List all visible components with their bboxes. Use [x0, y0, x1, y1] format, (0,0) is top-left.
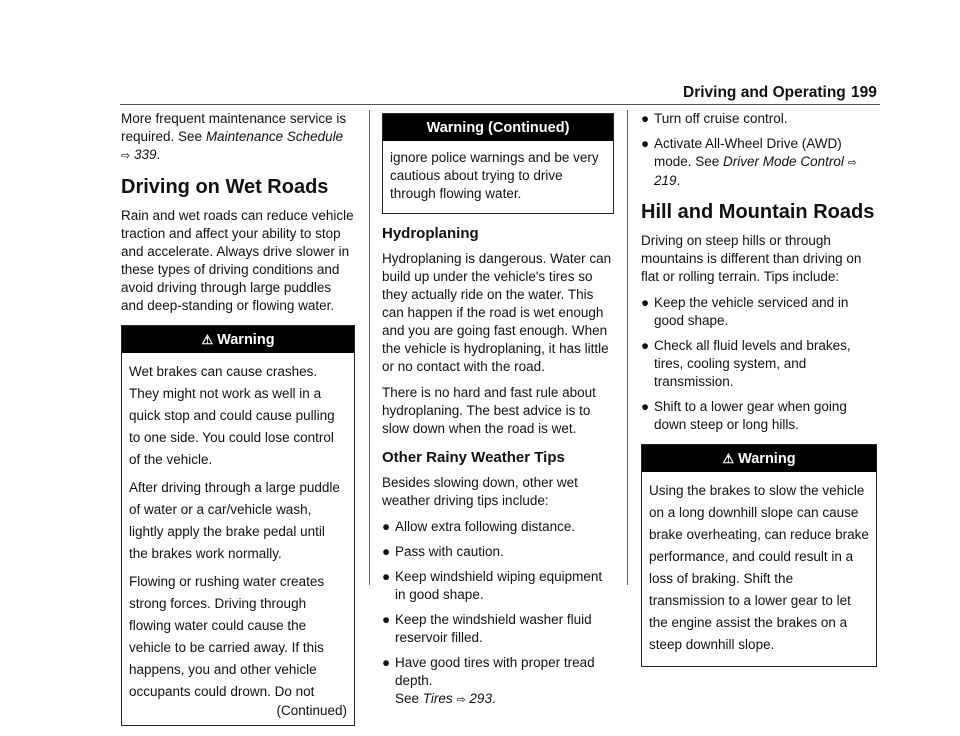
hydroplaning-paragraph: There is no hard and fast rule about hydroplaning. The best advice is to slow down when the road is wet.	[382, 385, 596, 436]
warning-header: Warning (Continued)	[383, 114, 613, 141]
link-tires[interactable]: Tires	[422, 691, 453, 706]
column-3	[641, 110, 877, 677]
link-maintenance-schedule[interactable]: Maintenance Schedule	[205, 129, 344, 144]
warning-paragraph: Flowing or rushing water creates strong forces. Driving through flowing water could cause the vehicle to be carried away. If this happens, you and other vehicle occupants could drown. Do not	[129, 574, 325, 699]
page-ref-arrow-icon: ⇨	[121, 149, 131, 162]
warning-paragraph: Wet brakes can cause crashes. They might not work as well in a quick stop and could cause pulling to one side. You could lose control of the vehicle.	[129, 364, 335, 467]
tips-list	[382, 518, 614, 709]
wet-roads-body: Rain and wet roads can reduce vehicle traction and affect your ability to stop and accelerate. Always drive slower in these types of driving conditions and avoid driving through large puddles and deep-standing or flowing water.	[121, 208, 354, 313]
column-2	[382, 110, 614, 717]
intro-paragraph: More frequent maintenance service is required. See Maintenance Schedule ⇨ 339.	[121, 111, 347, 162]
list-item: ● Turn off cruise control.	[641, 111, 788, 126]
warning-paragraph: ignore police warnings and be very cautious about trying to drive through flowing water.	[390, 150, 599, 201]
continued-label: (Continued)	[276, 703, 347, 718]
warning-body	[383, 141, 613, 213]
page-number: 199	[851, 84, 877, 101]
bullet-icon: ●	[641, 295, 650, 310]
bullet-icon: ●	[382, 519, 391, 534]
list-item: ● Shift to a lower gear when going down steep or long hills.	[641, 399, 847, 432]
list-item: ● Activate All-Wheel Drive (AWD) mode. See Driver Mode Control ⇨ 219.	[641, 136, 857, 188]
list-item: ● Have good tires with proper tread depth. See Tires ⇨ 293.	[382, 655, 595, 706]
header-rule	[120, 104, 880, 105]
bullet-icon: ●	[641, 399, 650, 414]
page-ref-arrow-icon: ⇨	[456, 693, 466, 706]
list-item: ● Keep windshield wiping equipment in good shape.	[382, 569, 603, 602]
warning-box-continued	[382, 113, 614, 214]
page-ref[interactable]: 293	[469, 691, 492, 706]
bullet-icon: ●	[641, 111, 650, 126]
list-item: ● Check all fluid levels and brakes, tires, cooling system, and transmission.	[641, 338, 851, 389]
warning-body	[122, 353, 354, 725]
list-item: ● Pass with caution.	[382, 544, 504, 559]
tips-intro: Besides slowing down, other wet weather driving tips include:	[382, 475, 578, 508]
bullet-icon: ●	[641, 136, 650, 151]
hill-tips-list	[641, 294, 877, 434]
column-divider-2	[627, 110, 628, 585]
warning-triangle-icon: ⚠	[201, 332, 214, 347]
list-item: ● Keep the windshield washer fluid reservoir filled.	[382, 612, 592, 645]
heading-hill-mountain-roads: Hill and Mountain Roads	[641, 201, 875, 223]
warning-paragraph: After driving through a large puddle of water or a car/vehicle wash, lightly apply the brake pedal until the brakes work normally.	[129, 480, 340, 561]
bullet-icon: ●	[382, 612, 391, 627]
warning-body	[642, 472, 876, 666]
bullet-icon: ●	[641, 338, 650, 353]
hill-body: Driving on steep hills or through mountains is different than driving on flat or rolling terrain. Tips include:	[641, 233, 862, 284]
heading-hydroplaning: Hydroplaning	[382, 225, 479, 242]
link-driver-mode-control[interactable]: Driver Mode Control	[723, 154, 844, 169]
bullet-icon: ●	[382, 569, 391, 584]
heading-rainy-weather-tips: Other Rainy Weather Tips	[382, 449, 565, 466]
hydroplaning-paragraph: Hydroplaning is dangerous. Water can build up under the vehicle's tires so they actually ride on the water. This can happen if the road is wet enough and you are going fast enough. When the vehicle is hydroplaning, it has little or no contact with the road.	[382, 251, 612, 374]
bullet-icon: ●	[382, 544, 391, 559]
running-header: Driving and Operating	[683, 84, 846, 101]
page-ref[interactable]: 219	[654, 173, 677, 188]
page-ref[interactable]: 339	[133, 147, 157, 162]
warning-triangle-icon: ⚠	[722, 451, 735, 466]
page-ref-arrow-icon: ⇨	[847, 156, 857, 169]
warning-box-wet-brakes	[121, 325, 355, 726]
warning-paragraph: Using the brakes to slow the vehicle on a long downhill slope can cause brake overheating, can reduce brake performance, and could result in a loss of braking. Shift the transmission to a lower gear to let the engine assist the brakes on a steep downhill slope.	[649, 483, 869, 652]
bullet-icon: ●	[382, 655, 391, 670]
list-item: ● Allow extra following distance.	[382, 519, 576, 534]
warning-box-downhill-braking	[641, 444, 877, 667]
warning-header: ⚠ Warning	[122, 326, 354, 353]
warning-header: ⚠ Warning	[642, 445, 876, 472]
awd-tips-list	[641, 110, 877, 190]
list-item: ● Keep the vehicle serviced and in good shape.	[641, 295, 849, 328]
column-1	[121, 110, 355, 736]
column-divider-1	[369, 110, 370, 585]
heading-wet-roads: Driving on Wet Roads	[121, 176, 329, 198]
